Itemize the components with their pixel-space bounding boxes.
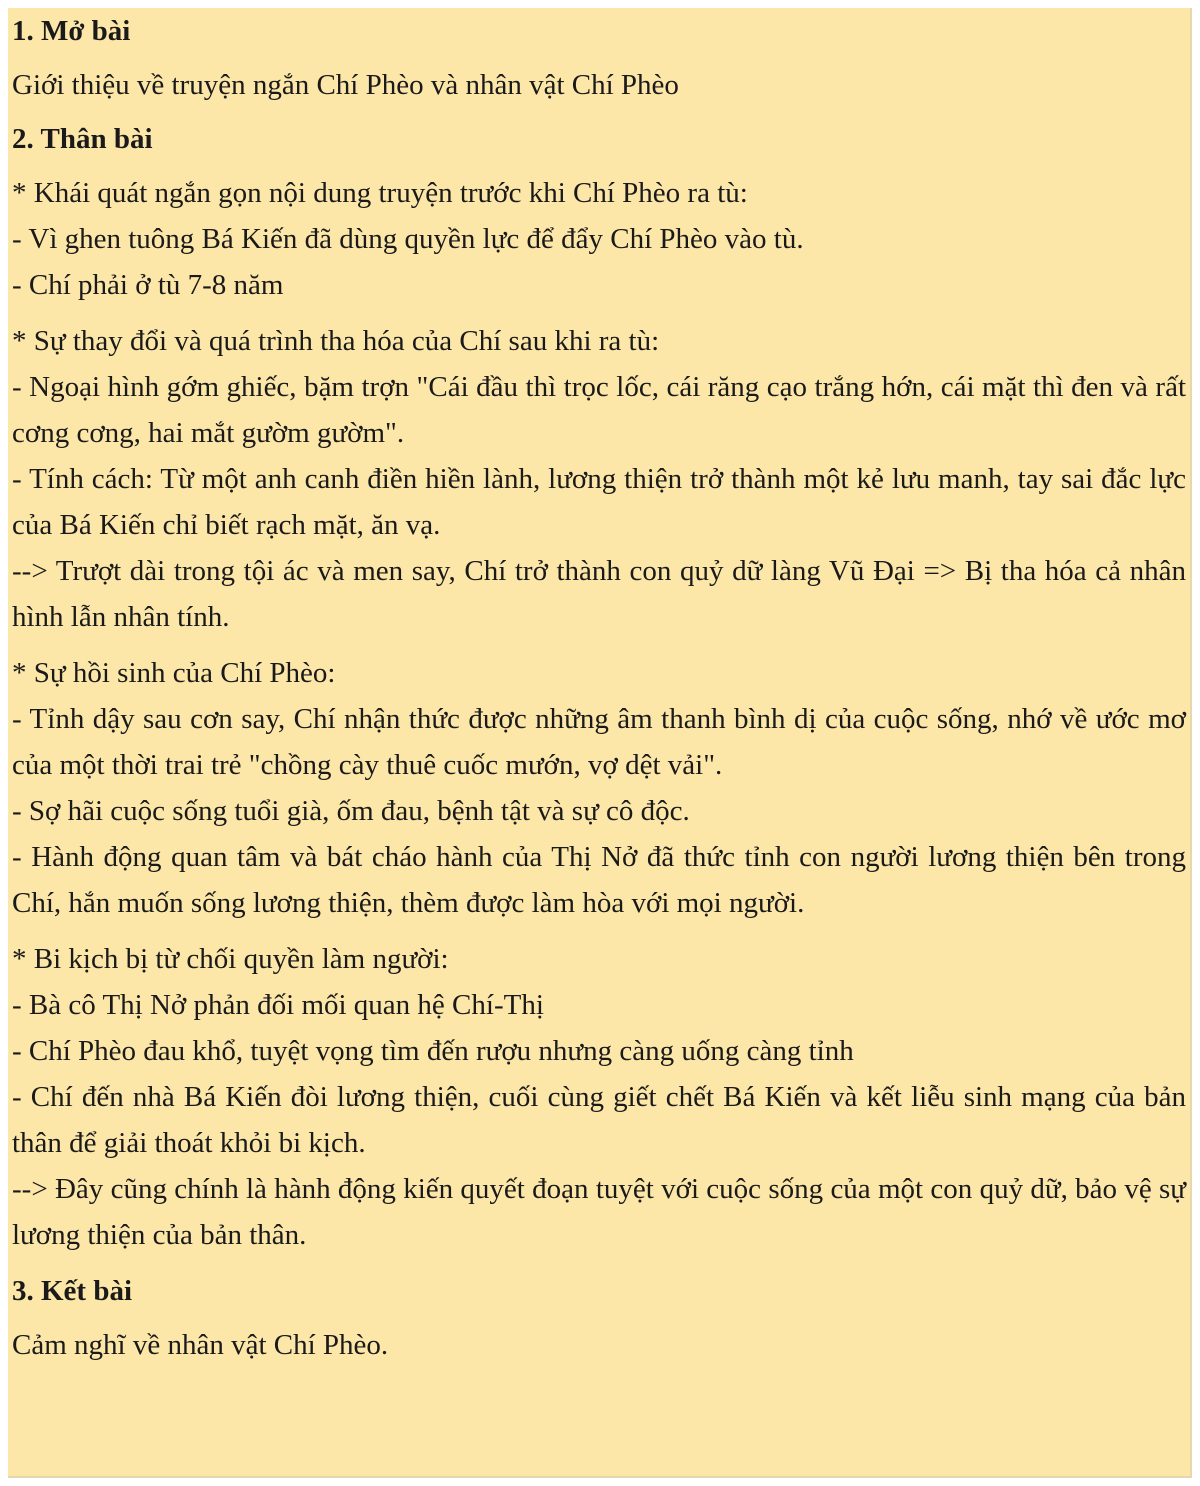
list-item: - Chí phải ở tù 7-8 năm xyxy=(12,269,284,301)
list-item: * Sự thay đổi và quá trình tha hóa của Chí sau khi ra tù: xyxy=(12,325,660,357)
list-item: * Sự hồi sinh của Chí Phèo: xyxy=(12,657,336,689)
section-heading-intro: 1. Mở bài xyxy=(12,15,131,47)
list-item: --> Trượt dài trong tội ác và men say, Chí trở thành con quỷ dữ làng Vũ Đại => Bị tha hóa cả nhân hình lẫn nhân tính. xyxy=(12,555,1186,633)
list-item: - Hành động quan tâm và bát cháo hành của Thị Nở đã thức tỉnh con người lương thiện bên trong Chí, hắn muốn sống lương thiện, thèm được làm hòa với mọi người. xyxy=(12,841,1186,919)
outline-panel xyxy=(8,8,1192,1478)
body-block-degeneration xyxy=(12,318,1186,640)
list-item: - Vì ghen tuông Bá Kiến đã dùng quyền lực để đẩy Chí Phèo vào tù. xyxy=(12,223,804,255)
list-item: - Bà cô Thị Nở phản đối mối quan hệ Chí-Thị xyxy=(12,989,544,1021)
body-block-summary xyxy=(12,170,1186,308)
list-item: - Chí Phèo đau khổ, tuyệt vọng tìm đến rượu nhưng càng uống càng tỉnh xyxy=(12,1035,854,1067)
list-item: * Bi kịch bị từ chối quyền làm người: xyxy=(12,943,449,975)
list-item: - Sợ hãi cuộc sống tuổi già, ốm đau, bệnh tật và sự cô độc. xyxy=(12,795,690,827)
body-block-tragedy xyxy=(12,936,1186,1258)
conclusion-text: Cảm nghĩ về nhân vật Chí Phèo. xyxy=(12,1329,389,1361)
list-item: * Khái quát ngắn gọn nội dung truyện trước khi Chí Phèo ra tù: xyxy=(12,177,748,209)
intro-text: Giới thiệu về truyện ngắn Chí Phèo và nhân vật Chí Phèo xyxy=(12,69,679,101)
list-item: - Tính cách: Từ một anh canh điền hiền lành, lương thiện trở thành một kẻ lưu manh, tay sai đắc lực của Bá Kiến chỉ biết rạch mặt, ăn vạ. xyxy=(12,463,1186,541)
section-heading-conclusion: 3. Kết bài xyxy=(12,1275,133,1307)
list-item: --> Đây cũng chính là hành động kiến quyết đoạn tuyệt với cuộc sống của một con quỷ dữ, bảo vệ sự lương thiện của bản thân. xyxy=(12,1173,1186,1251)
section-heading-body: 2. Thân bài xyxy=(12,123,153,155)
list-item: - Chí đến nhà Bá Kiến đòi lương thiện, cuối cùng giết chết Bá Kiến và kết liễu sinh mạng của bản thân để giải thoát khỏi bi kịch. xyxy=(12,1081,1186,1159)
body-block-revival xyxy=(12,650,1186,926)
list-item: - Tỉnh dậy sau cơn say, Chí nhận thức được những âm thanh bình dị của cuộc sống, nhớ về ước mơ của một thời trai trẻ "chồng cày thuê cuốc mướn, vợ dệt vải". xyxy=(12,703,1186,781)
list-item: - Ngoại hình gớm ghiếc, bặm trợn "Cái đầu thì trọc lốc, cái răng cạo trắng hớn, cái mặt thì đen và rất cơng cơng, hai mắt gườm gườm". xyxy=(12,371,1186,449)
